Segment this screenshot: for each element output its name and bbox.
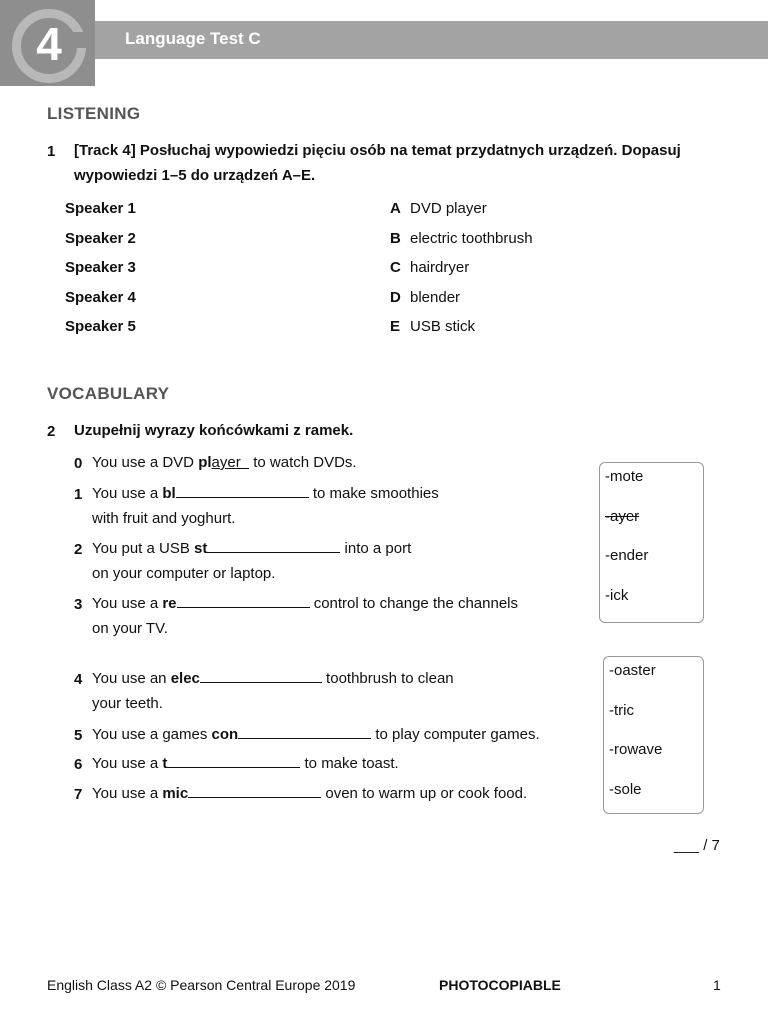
option-text-d: blender bbox=[410, 289, 461, 306]
vocabulary-heading: VOCABULARY bbox=[47, 384, 170, 403]
item-1-number: 1 bbox=[74, 486, 83, 503]
unit-number: 4 bbox=[36, 18, 62, 70]
word-box-1 bbox=[599, 462, 704, 623]
item-0-number: 0 bbox=[74, 455, 83, 472]
item-4-sentence: You use an elec toothbrush to clean your teeth. bbox=[92, 670, 454, 712]
speaker-4: Speaker 4 bbox=[65, 289, 136, 306]
item-3-sentence: You use a re control to change the channels on your TV. bbox=[92, 595, 519, 637]
item-1-blank[interactable] bbox=[176, 483, 309, 498]
item-0-answer: ayer bbox=[211, 454, 250, 471]
exercise-2-number: 2 bbox=[47, 423, 56, 440]
item-5-blank[interactable] bbox=[238, 724, 371, 739]
option-text-a: DVD player bbox=[410, 200, 487, 217]
item-7-number: 7 bbox=[74, 786, 83, 803]
score: ___ / 7 bbox=[674, 837, 720, 854]
option-letter-d: D bbox=[390, 289, 401, 306]
page-number: 1 bbox=[713, 977, 721, 993]
footer-photocopiable: PHOTOCOPIABLE bbox=[439, 977, 561, 993]
option-letter-e: E bbox=[390, 318, 401, 335]
footer-copyright: English Class A2 © Pearson Central Europe 2019 bbox=[47, 977, 356, 993]
item-2-blank[interactable] bbox=[207, 538, 340, 553]
exercise-1-number: 1 bbox=[47, 143, 56, 160]
speaker-1: Speaker 1 bbox=[65, 200, 136, 217]
speaker-3: Speaker 3 bbox=[65, 259, 136, 276]
word-box-2 bbox=[603, 656, 704, 814]
item-5-sentence: You use a games con to play computer games. bbox=[92, 726, 540, 743]
option-text-b: electric toothbrush bbox=[410, 230, 533, 247]
word-box-2-item: -tric bbox=[609, 702, 634, 719]
item-3-number: 3 bbox=[74, 596, 83, 613]
exercise-1-instruction: [Track 4] Posłuchaj wypowiedzi pięciu osób na temat przydatnych urządzeń. Dopasuj wypowiedzi 1–5 do urządzeń A–E. bbox=[74, 142, 681, 184]
option-letter-b: B bbox=[390, 230, 401, 247]
option-text-e: USB stick bbox=[410, 318, 476, 335]
item-6-number: 6 bbox=[74, 756, 83, 773]
listening-heading: LISTENING bbox=[47, 104, 141, 123]
item-2-sentence: You put a USB st into a port on your computer or laptop. bbox=[92, 540, 412, 582]
word-box-1-item: -ender bbox=[605, 547, 649, 564]
item-3-blank[interactable] bbox=[177, 593, 310, 608]
option-letter-a: A bbox=[390, 200, 401, 217]
page-title: Language Test C bbox=[125, 29, 261, 48]
unit-badge bbox=[0, 0, 95, 86]
item-7-blank[interactable] bbox=[188, 783, 321, 798]
item-4-number: 4 bbox=[74, 671, 83, 688]
item-6-blank[interactable] bbox=[167, 753, 300, 768]
option-text-c: hairdryer bbox=[410, 259, 470, 276]
speaker-5: Speaker 5 bbox=[65, 318, 136, 335]
word-box-2-item: -sole bbox=[609, 781, 642, 798]
word-box-1-item: -ick bbox=[605, 587, 629, 604]
item-2-number: 2 bbox=[74, 541, 83, 558]
word-box-2-item: -rowave bbox=[609, 741, 663, 758]
item-5-number: 5 bbox=[74, 727, 83, 744]
item-7-sentence: You use a mic oven to warm up or cook food. bbox=[92, 785, 528, 802]
speaker-2: Speaker 2 bbox=[65, 230, 136, 247]
word-box-2-item: -oaster bbox=[609, 662, 656, 679]
item-4-blank[interactable] bbox=[200, 668, 322, 683]
item-6-sentence: You use a t to make toast. bbox=[92, 755, 399, 772]
item-0-sentence: You use a DVD player to watch DVDs. bbox=[92, 454, 357, 471]
word-box-1-item-used: -ayer bbox=[605, 508, 640, 525]
word-box-1-item: -mote bbox=[605, 468, 644, 485]
option-letter-c: C bbox=[390, 259, 401, 276]
exercise-2-instruction: Uzupełnij wyrazy końcówkami z ramek. bbox=[74, 422, 354, 439]
item-1-sentence: You use a bl to make smoothies with fruit and yoghurt. bbox=[92, 485, 439, 527]
